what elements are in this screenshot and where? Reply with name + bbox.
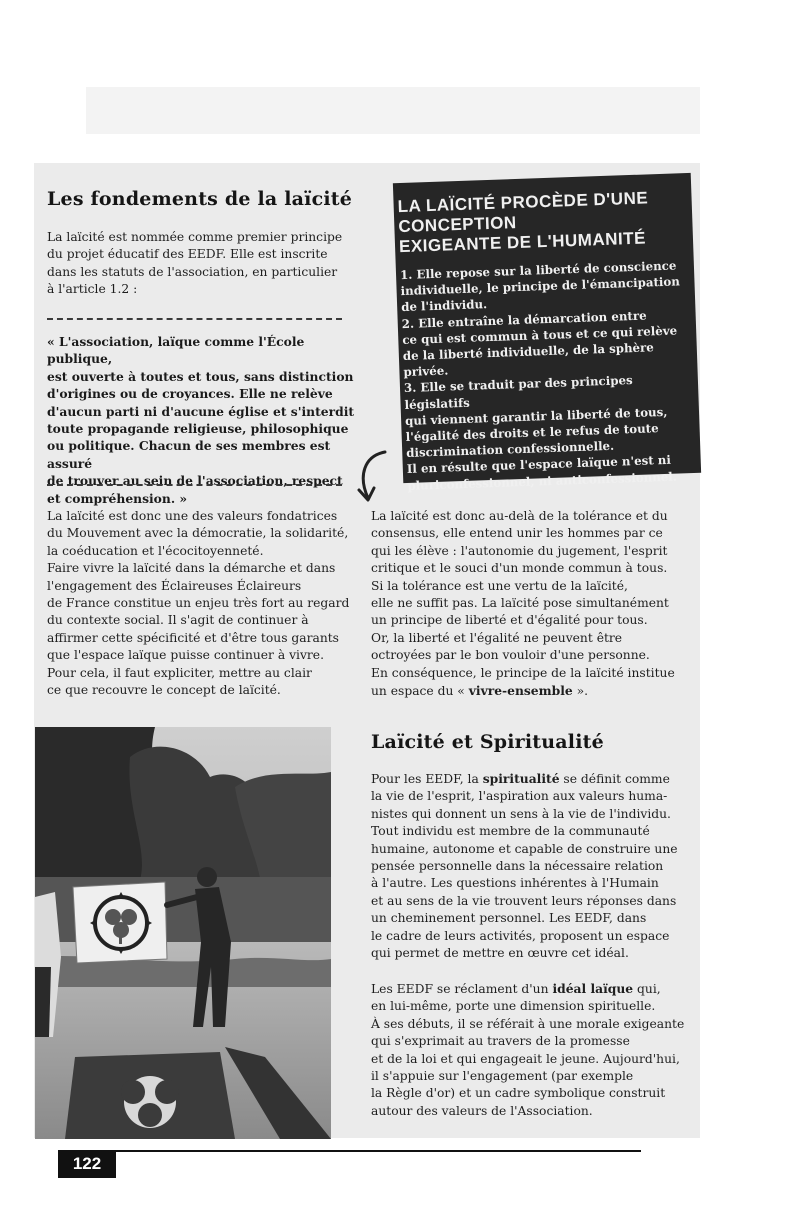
- black-white-photo: [35, 727, 331, 1139]
- top-header-band: [86, 87, 700, 134]
- footer-rule: [58, 1150, 641, 1152]
- curved-arrow-icon: [352, 448, 392, 508]
- p3-text-start: Les EEDF se réclament d'un: [371, 982, 553, 996]
- dashed-divider-top: [47, 318, 342, 320]
- intro-paragraph: La laïcité est nommée comme premier principe du projet éducatif des EEDF. Elle est inscrite dans les statuts de l'association, en particulier à l'article 1.2 :: [47, 230, 343, 297]
- p2-text-start: Pour les EEDF, la: [371, 772, 483, 786]
- callout-list: 1. Elle repose sur la liberté de conscience individuelle, le principe de l'émancipation de l'individu. 2. Elle entraîne la démarcation entre ce qui est commun à tous et ce qui relève de la liberté individuelle, de la sphère privée. 3. Elle se traduit par des principes législatifs qui viennent garantir la liberté de tous, l'égalité des droits et le refus de toute discrimination confessionnelle. Il en résulte que l'espace laïque n'est ni pluriconfessionnel, ni anticonfessionnel.: [399, 258, 681, 493]
- p3-text-end: qui, en lui-même, porte une dimension spirituelle. À ses débuts, il se référait à une morale exigeante qui s'exprimait au travers de la promesse et de la loi et qui engageait le jeune. Aujourd'hui, il s'appuie sur l'engagement (par exemple la Règle d'or) et un cadre symbolique construit autour des valeurs de l'Association.: [371, 982, 685, 1118]
- photo-scene-image: [35, 727, 331, 1139]
- right-paragraph-spiritualite: [371, 770, 693, 962]
- dashed-divider-bottom: [47, 484, 342, 486]
- section-title-spiritualite: Laïcité et Spiritualité: [371, 731, 604, 753]
- p3-bold-term: idéal laïque: [552, 981, 634, 996]
- right-paragraph-tolerance: [371, 508, 693, 700]
- right-paragraph-ideal: [371, 980, 693, 1120]
- p2-text-end: se définit comme la vie de l'esprit, l'aspiration aux valeurs huma- nistes qui donnent un sens à la vie de l'individu. Tout individu est membre de la communauté humaine, autonome et capable de construire une pensée personnelle dans la nécessaire relation à l'autre. Les questions inhérentes à l'Humain et au sens de la vie trouvent leurs réponses dans un cheminement personnel. Les EEDF, dans le cadre de leurs activités, proposent un espace qui permet de mettre en œuvre cet idéal.: [371, 772, 678, 961]
- left-body-paragraph: La laïcité est donc une des valeurs fondatrices du Mouvement avec la démocratie, la solidarité, la coéducation et l'écocitoyenneté. Faire vivre la laïcité dans la démarche et dans l'engagement des Éclaireuses Éclaireurs de France constitue un enjeu très fort au regard du contexte social. Il s'agit de continuer à affirmer cette spécificité et d'être tous garants que l'espace laïque puisse continuer à vivre. Pour cela, il faut expliciter, mettre au clair ce que recouvre le concept de laïcité.: [47, 509, 350, 698]
- section-title-fondements: Les fondements de la laïcité: [47, 188, 353, 210]
- statute-quote: « L'association, laïque comme l'École publique, est ouverte à toutes et tous, sans distinction d'origines ou de croyances. Elle ne relève d'aucun parti ni d'aucune église et s'interdit toute propagande religieuse, philosophique ou politique. Chacun de ses membres est assuré de trouver au sein de l'association, respect et compréhension. »: [47, 334, 355, 506]
- callout-box: [393, 173, 701, 493]
- callout-title: LA LAÏCITÉ PROCÈDE D'UNE CONCEPTION EXIGEANTE DE L'HUMANITÉ: [397, 188, 649, 257]
- p1-bold-term: vivre-ensemble: [468, 683, 573, 699]
- p2-bold-term: spiritualité: [482, 771, 560, 786]
- p1-text-start: La laïcité est donc au-delà de la tolérance et du consensus, elle entend unir les hommes par ce qui les élève : l'autonomie du jugement, l'esprit critique et le souci d'un monde commun à tous. Si la tolérance est une vertu de la laïcité, elle ne suffit pas. La laïcité pose simultanément un principe de liberté et d'égalité pour tous. Or, la liberté et l'égalité ne peuvent être octroyées par le bon vouloir d'une personne. En conséquence, le principe de la laïcité institue un espace du «: [371, 509, 675, 699]
- p1-text-end: ».: [572, 684, 589, 699]
- page-number: 122: [58, 1150, 116, 1178]
